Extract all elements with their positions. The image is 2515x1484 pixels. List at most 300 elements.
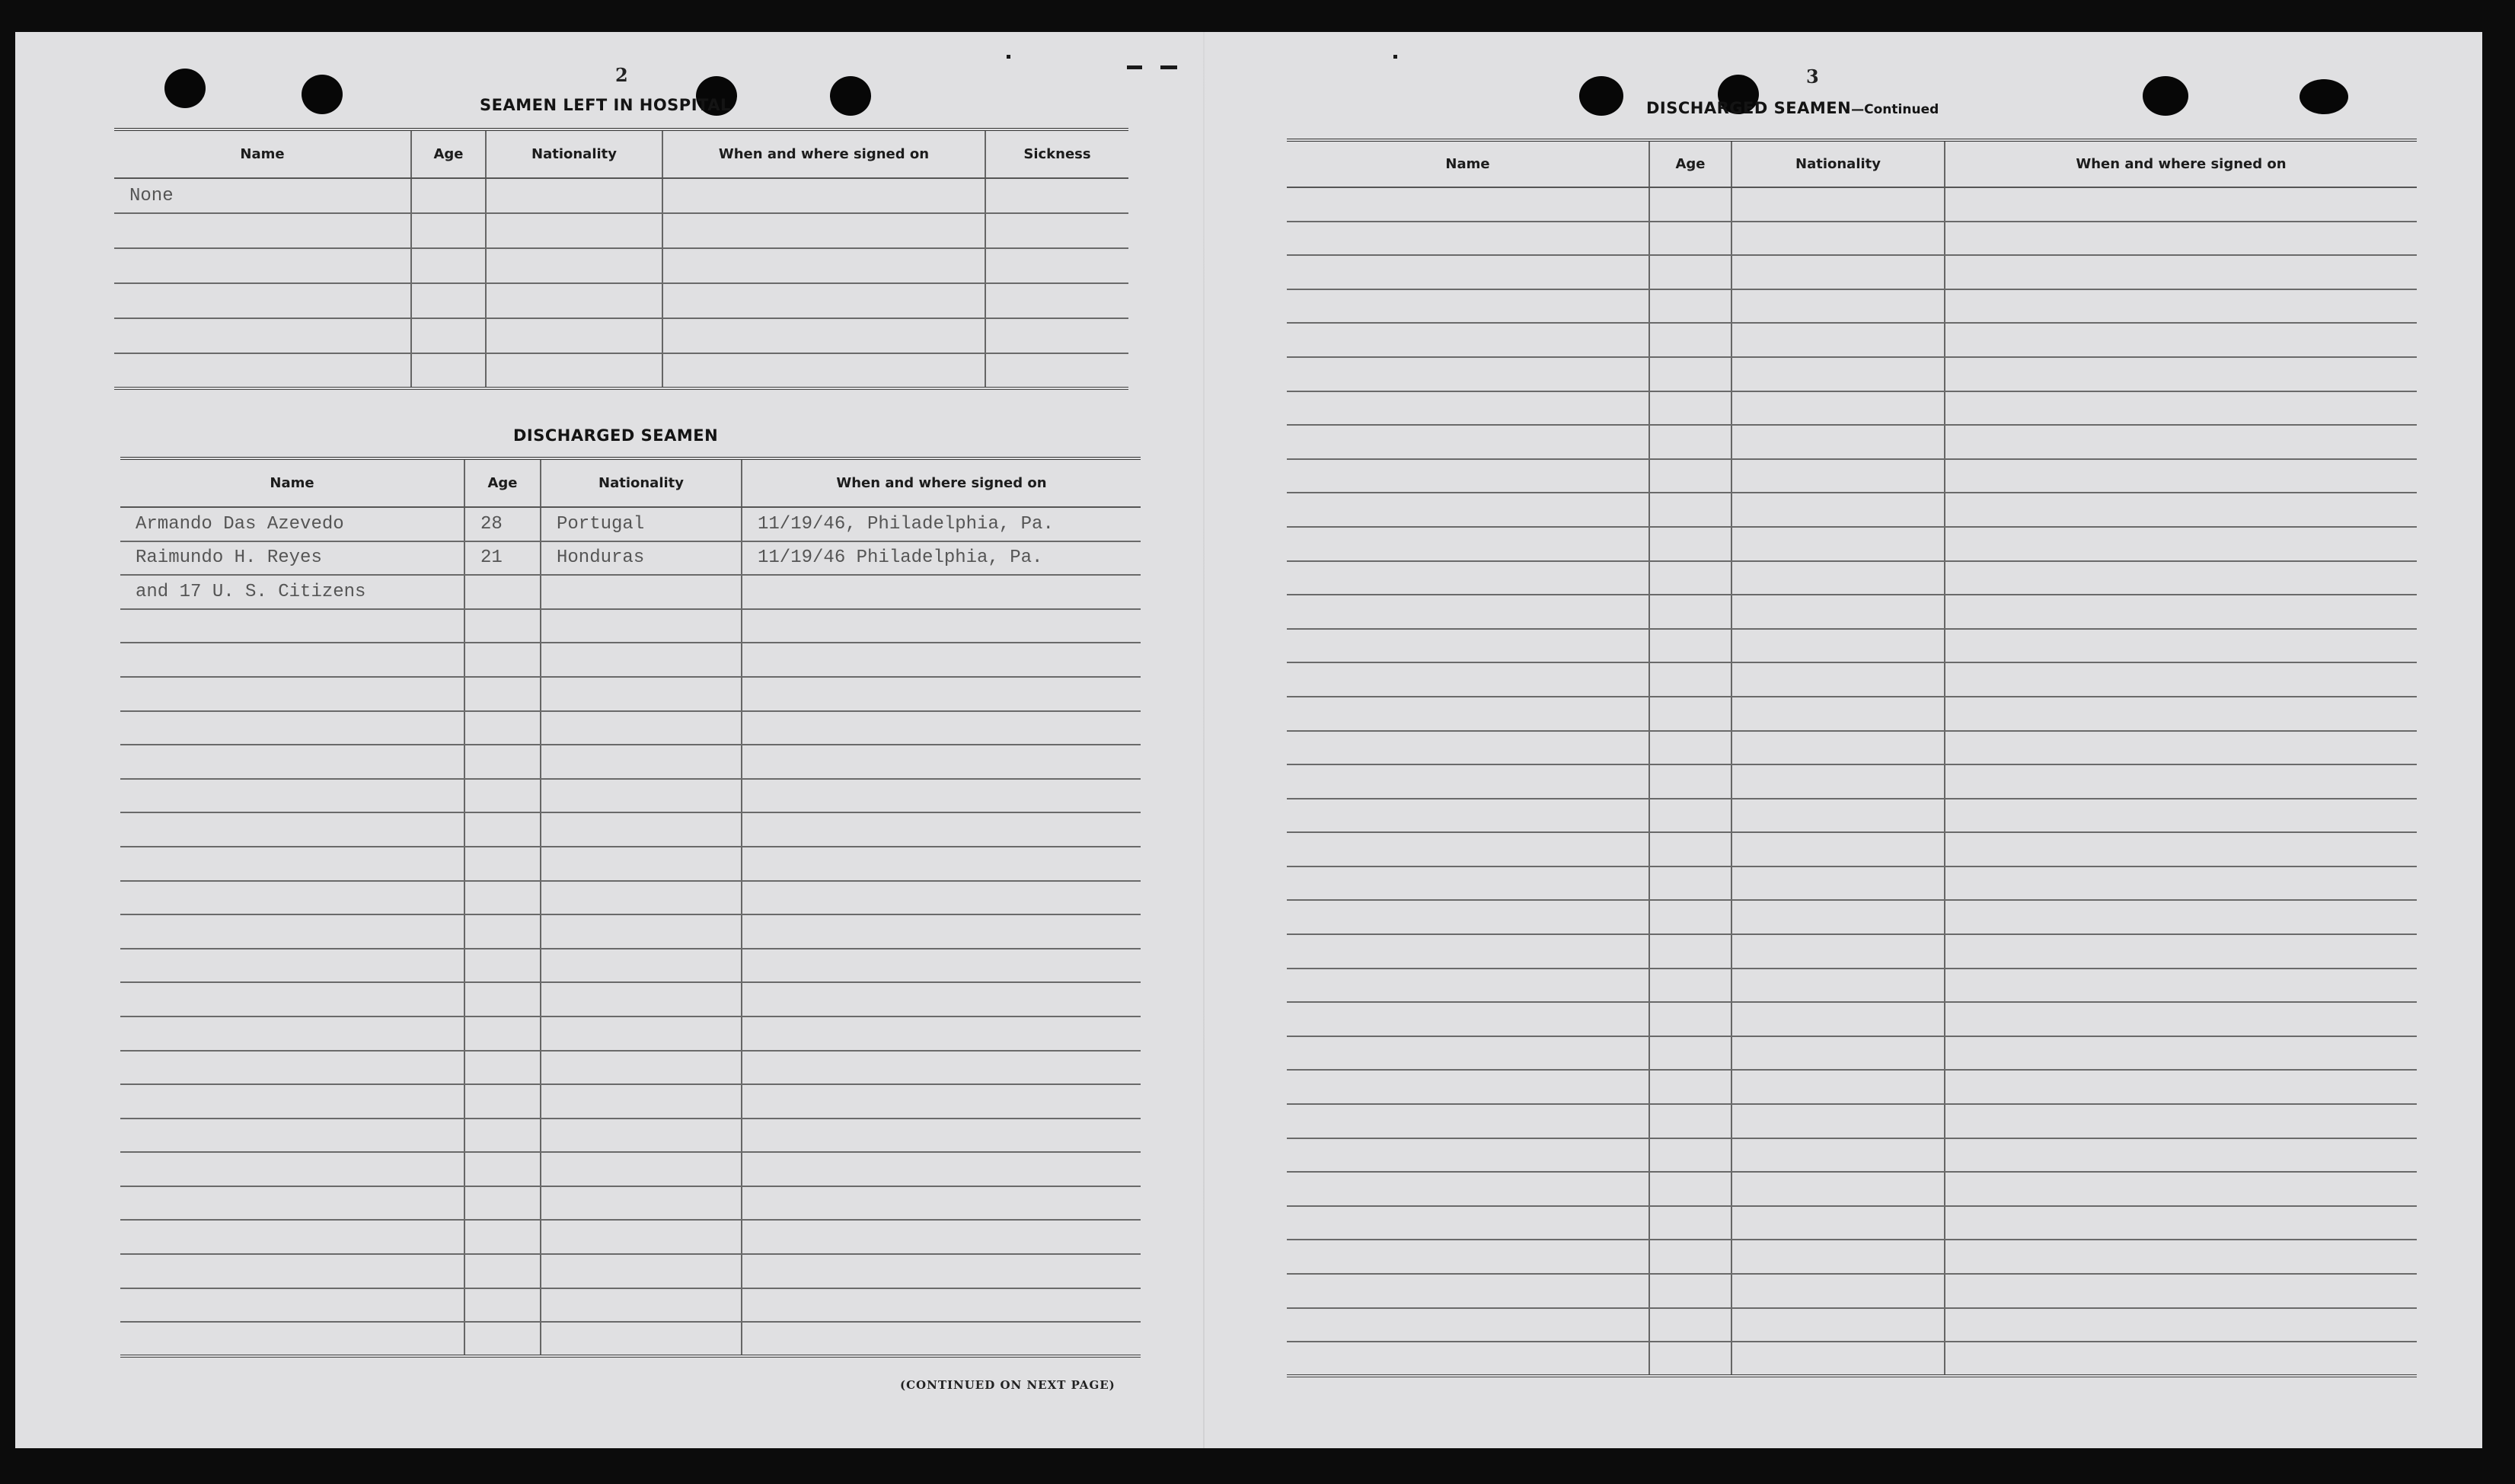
table-cell bbox=[1731, 323, 1945, 357]
page-number-right: 3 bbox=[1806, 65, 1819, 88]
table-cell bbox=[1649, 1342, 1731, 1376]
table-cell bbox=[1287, 1036, 1649, 1071]
table-cell bbox=[464, 609, 541, 643]
document-sheet bbox=[15, 32, 2482, 1448]
table-cell bbox=[1649, 934, 1731, 969]
table-cell bbox=[742, 1322, 1141, 1356]
table-cell bbox=[1731, 391, 1945, 426]
table-cell: Armando Das Azevedo bbox=[120, 507, 464, 541]
table-cell bbox=[1287, 764, 1649, 799]
table-cell bbox=[1649, 866, 1731, 901]
table-cell bbox=[742, 812, 1141, 847]
table-cell bbox=[742, 745, 1141, 779]
table-row bbox=[120, 609, 1141, 643]
print-mark bbox=[1007, 55, 1010, 59]
table-cell bbox=[120, 1051, 464, 1085]
table-cell bbox=[1731, 1138, 1945, 1173]
table-cell bbox=[742, 1254, 1141, 1288]
column-header-nationality: Nationality bbox=[541, 458, 742, 507]
table-cell bbox=[1731, 969, 1945, 1003]
table-row bbox=[1287, 969, 2417, 1003]
table-row bbox=[120, 1220, 1141, 1254]
table-cell bbox=[120, 1254, 464, 1288]
table-cell bbox=[1731, 289, 1945, 324]
table-cell bbox=[464, 1016, 541, 1051]
table-cell bbox=[1731, 900, 1945, 934]
column-header-sickness: Sickness bbox=[985, 129, 1128, 178]
table-cell bbox=[1287, 1138, 1649, 1173]
table-cell bbox=[1287, 1206, 1649, 1240]
table-cell bbox=[541, 1254, 742, 1288]
table-cell bbox=[1945, 255, 2417, 289]
table-cell bbox=[1945, 731, 2417, 765]
table-cell bbox=[464, 847, 541, 881]
table-cell: None bbox=[114, 178, 411, 213]
table-cell bbox=[1649, 900, 1731, 934]
table-row bbox=[1287, 289, 2417, 324]
table-cell bbox=[120, 914, 464, 949]
column-header-age: Age bbox=[411, 129, 486, 178]
table-cell bbox=[1287, 900, 1649, 934]
table-cell bbox=[1287, 1342, 1649, 1376]
table-cell bbox=[120, 643, 464, 677]
table-cell bbox=[464, 643, 541, 677]
table-cell bbox=[1649, 764, 1731, 799]
table-cell bbox=[1731, 595, 1945, 629]
table-cell bbox=[1731, 934, 1945, 969]
table-cell bbox=[486, 248, 662, 283]
punch-hole bbox=[2300, 79, 2348, 114]
table-row bbox=[120, 812, 1141, 847]
table-row bbox=[114, 318, 1128, 353]
punch-hole bbox=[302, 75, 343, 114]
table-cell bbox=[541, 1051, 742, 1085]
table-cell bbox=[120, 1084, 464, 1119]
table-cell bbox=[1287, 391, 1649, 426]
table-cell bbox=[1287, 1172, 1649, 1206]
table-cell bbox=[1649, 629, 1731, 663]
table-cell bbox=[1287, 357, 1649, 391]
column-header-age: Age bbox=[464, 458, 541, 507]
table-cell bbox=[742, 677, 1141, 711]
table-cell bbox=[1649, 255, 1731, 289]
page-number-left: 2 bbox=[615, 64, 628, 86]
table-cell bbox=[1945, 425, 2417, 459]
print-mark bbox=[1127, 65, 1142, 69]
section-title-suffix: —Continued bbox=[1851, 102, 1939, 117]
table-cell bbox=[1649, 289, 1731, 324]
table-cell bbox=[541, 1322, 742, 1356]
table-row bbox=[1287, 425, 2417, 459]
table-cell bbox=[1945, 764, 2417, 799]
table-cell bbox=[464, 914, 541, 949]
table-cell bbox=[411, 283, 486, 318]
table-cell bbox=[541, 1084, 742, 1119]
table-cell bbox=[1287, 934, 1649, 969]
table-cell bbox=[1287, 629, 1649, 663]
table-cell bbox=[120, 949, 464, 983]
table-cell bbox=[120, 1322, 464, 1356]
table-cell bbox=[1287, 561, 1649, 595]
table-cell bbox=[1731, 1342, 1945, 1376]
table-cell bbox=[120, 609, 464, 643]
table-cell bbox=[1649, 323, 1731, 357]
table-row bbox=[1287, 222, 2417, 256]
table-cell bbox=[1649, 832, 1731, 866]
table-cell bbox=[464, 1254, 541, 1288]
table-row bbox=[120, 982, 1141, 1016]
table-cell bbox=[1731, 1036, 1945, 1071]
table-cell bbox=[1945, 357, 2417, 391]
table-cell bbox=[1649, 222, 1731, 256]
punch-hole bbox=[830, 76, 871, 116]
table-cell bbox=[1731, 1308, 1945, 1342]
table-cell bbox=[1731, 866, 1945, 901]
table-cell bbox=[742, 982, 1141, 1016]
table-row bbox=[1287, 1240, 2417, 1274]
table-cell bbox=[1287, 289, 1649, 324]
table-cell bbox=[1945, 1342, 2417, 1376]
table-cell bbox=[1649, 425, 1731, 459]
discharged-table bbox=[120, 457, 1141, 1358]
table-cell bbox=[1287, 255, 1649, 289]
table-cell bbox=[1945, 1172, 2417, 1206]
table-cell bbox=[1649, 1206, 1731, 1240]
table-row bbox=[120, 643, 1141, 677]
table-row bbox=[1287, 187, 2417, 222]
table-row bbox=[1287, 697, 2417, 731]
table-cell bbox=[1731, 1240, 1945, 1274]
table-cell bbox=[114, 353, 411, 388]
table-cell bbox=[1649, 1104, 1731, 1138]
table-cell bbox=[1649, 662, 1731, 697]
column-header-signed-on: When and where signed on bbox=[662, 129, 985, 178]
table-cell bbox=[411, 178, 486, 213]
table-cell bbox=[464, 1152, 541, 1186]
table-cell bbox=[1649, 1308, 1731, 1342]
table-cell bbox=[464, 812, 541, 847]
table-row bbox=[1287, 1036, 2417, 1071]
table-cell bbox=[541, 1119, 742, 1153]
table-cell bbox=[1945, 459, 2417, 493]
table-cell bbox=[985, 353, 1128, 388]
table-cell bbox=[120, 847, 464, 881]
table-cell: 11/19/46, Philadelphia, Pa. bbox=[742, 507, 1141, 541]
table-row bbox=[1287, 1342, 2417, 1376]
table-cell bbox=[1731, 561, 1945, 595]
table-cell bbox=[411, 213, 486, 248]
column-header-nationality: Nationality bbox=[1731, 140, 1945, 187]
table-cell bbox=[1287, 866, 1649, 901]
punch-hole bbox=[1579, 76, 1623, 116]
table-row bbox=[1287, 357, 2417, 391]
table-cell bbox=[1649, 1036, 1731, 1071]
table-cell bbox=[662, 248, 985, 283]
table-cell bbox=[411, 353, 486, 388]
table-cell bbox=[1287, 222, 1649, 256]
table-row bbox=[1287, 493, 2417, 527]
table-row bbox=[1287, 391, 2417, 426]
table-cell bbox=[1731, 357, 1945, 391]
table-row bbox=[114, 283, 1128, 318]
table-row bbox=[120, 779, 1141, 813]
table-row bbox=[114, 178, 1128, 213]
table-cell bbox=[464, 982, 541, 1016]
table-cell bbox=[1945, 289, 2417, 324]
table-cell bbox=[1649, 731, 1731, 765]
table-cell bbox=[1945, 1036, 2417, 1071]
table-cell bbox=[985, 248, 1128, 283]
table-cell bbox=[486, 178, 662, 213]
table-row bbox=[114, 353, 1128, 388]
table-row bbox=[1287, 255, 2417, 289]
table-cell bbox=[1945, 900, 2417, 934]
table-row bbox=[1287, 764, 2417, 799]
table-cell bbox=[1945, 561, 2417, 595]
table-cell bbox=[464, 1186, 541, 1221]
table-row bbox=[1287, 1070, 2417, 1104]
table-cell bbox=[1731, 187, 1945, 222]
table-cell bbox=[662, 178, 985, 213]
table-cell bbox=[1945, 1104, 2417, 1138]
table-cell bbox=[464, 711, 541, 745]
table-cell bbox=[1649, 459, 1731, 493]
table-cell bbox=[541, 1186, 742, 1221]
table-cell bbox=[120, 1288, 464, 1323]
table-cell bbox=[1731, 493, 1945, 527]
table-row bbox=[120, 677, 1141, 711]
table-cell bbox=[662, 353, 985, 388]
table-cell bbox=[985, 178, 1128, 213]
table-row bbox=[1287, 832, 2417, 866]
table-cell bbox=[1945, 1274, 2417, 1308]
table-cell bbox=[541, 779, 742, 813]
table-cell bbox=[1287, 969, 1649, 1003]
table-cell bbox=[1731, 629, 1945, 663]
table-row bbox=[120, 847, 1141, 881]
table-cell bbox=[1945, 1240, 2417, 1274]
table-cell bbox=[1731, 1206, 1945, 1240]
table-row bbox=[120, 1152, 1141, 1186]
table-cell bbox=[120, 745, 464, 779]
table-cell bbox=[742, 881, 1141, 915]
table-row bbox=[120, 575, 1141, 609]
table-row bbox=[1287, 1138, 2417, 1173]
hospital-table bbox=[114, 128, 1128, 390]
table-row bbox=[1287, 595, 2417, 629]
table-cell bbox=[1731, 1274, 1945, 1308]
print-mark bbox=[1393, 55, 1397, 59]
table-cell bbox=[1731, 1002, 1945, 1036]
table-row bbox=[1287, 1002, 2417, 1036]
table-cell bbox=[1287, 731, 1649, 765]
table-cell bbox=[120, 1220, 464, 1254]
table-cell bbox=[464, 881, 541, 915]
table-cell bbox=[1649, 1240, 1731, 1274]
table-cell bbox=[1945, 1138, 2417, 1173]
table-cell bbox=[1649, 527, 1731, 561]
column-header-name: Name bbox=[114, 129, 411, 178]
table-cell bbox=[1731, 832, 1945, 866]
table-cell bbox=[120, 982, 464, 1016]
table-cell bbox=[486, 283, 662, 318]
table-cell bbox=[1287, 595, 1649, 629]
table-cell bbox=[1287, 323, 1649, 357]
table-row bbox=[120, 1288, 1141, 1323]
table-cell bbox=[1649, 1002, 1731, 1036]
table-cell bbox=[985, 283, 1128, 318]
page-fold bbox=[1203, 32, 1205, 1448]
table-cell bbox=[1945, 527, 2417, 561]
table-cell bbox=[464, 745, 541, 779]
table-row bbox=[114, 213, 1128, 248]
table-cell bbox=[742, 779, 1141, 813]
table-cell bbox=[114, 248, 411, 283]
table-cell bbox=[541, 711, 742, 745]
table-row bbox=[120, 1322, 1141, 1356]
table-cell bbox=[1287, 1070, 1649, 1104]
table-cell bbox=[541, 1152, 742, 1186]
continued-section-title bbox=[1646, 99, 1939, 117]
table-cell bbox=[541, 575, 742, 609]
column-header-nationality: Nationality bbox=[486, 129, 662, 178]
table-cell bbox=[1731, 255, 1945, 289]
table-cell bbox=[464, 1220, 541, 1254]
table-row bbox=[1287, 1308, 2417, 1342]
table-cell: Portugal bbox=[541, 507, 742, 541]
table-cell bbox=[1287, 662, 1649, 697]
table-cell bbox=[120, 677, 464, 711]
table-cell bbox=[1945, 1206, 2417, 1240]
table-cell bbox=[1649, 595, 1731, 629]
table-cell bbox=[541, 643, 742, 677]
table-cell bbox=[1945, 222, 2417, 256]
table-row bbox=[1287, 731, 2417, 765]
table-cell bbox=[120, 1186, 464, 1221]
table-cell bbox=[1945, 493, 2417, 527]
table-row bbox=[1287, 629, 2417, 663]
table-cell bbox=[1945, 323, 2417, 357]
table-cell bbox=[486, 353, 662, 388]
column-header-signed-on: When and where signed on bbox=[742, 458, 1141, 507]
table-cell bbox=[662, 318, 985, 353]
table-cell bbox=[742, 609, 1141, 643]
table-cell bbox=[1945, 934, 2417, 969]
table-cell bbox=[1731, 697, 1945, 731]
table-row bbox=[120, 711, 1141, 745]
table-cell bbox=[1731, 425, 1945, 459]
table-row bbox=[1287, 799, 2417, 833]
table-cell bbox=[486, 213, 662, 248]
table-cell bbox=[1945, 799, 2417, 833]
table-cell bbox=[1731, 662, 1945, 697]
table-row bbox=[120, 1016, 1141, 1051]
table-cell bbox=[1287, 459, 1649, 493]
table-cell bbox=[1287, 527, 1649, 561]
table-cell bbox=[1649, 799, 1731, 833]
table-cell bbox=[1731, 731, 1945, 765]
table-row bbox=[1287, 934, 2417, 969]
table-row bbox=[1287, 1172, 2417, 1206]
table-row bbox=[120, 881, 1141, 915]
table-row bbox=[1287, 866, 2417, 901]
table-cell bbox=[120, 1119, 464, 1153]
table-cell bbox=[541, 914, 742, 949]
table-cell bbox=[120, 779, 464, 813]
table-row bbox=[120, 541, 1141, 576]
table-row bbox=[114, 248, 1128, 283]
table-cell bbox=[1649, 493, 1731, 527]
table-cell bbox=[742, 1186, 1141, 1221]
table-cell bbox=[541, 677, 742, 711]
table-cell bbox=[1649, 187, 1731, 222]
table-cell bbox=[464, 949, 541, 983]
table-cell bbox=[541, 847, 742, 881]
table-cell bbox=[1287, 1104, 1649, 1138]
table-cell bbox=[1287, 425, 1649, 459]
table-cell bbox=[1945, 969, 2417, 1003]
table-cell bbox=[464, 1051, 541, 1085]
table-cell bbox=[120, 1152, 464, 1186]
hospital-section-title: SEAMEN LEFT IN HOSPITAL bbox=[480, 96, 731, 114]
table-cell bbox=[1731, 459, 1945, 493]
table-cell bbox=[114, 213, 411, 248]
table-cell bbox=[1945, 1308, 2417, 1342]
table-cell bbox=[742, 1084, 1141, 1119]
table-cell bbox=[541, 881, 742, 915]
table-cell bbox=[1649, 1274, 1731, 1308]
table-cell bbox=[541, 1288, 742, 1323]
table-cell bbox=[662, 213, 985, 248]
table-cell: 28 bbox=[464, 507, 541, 541]
table-row bbox=[1287, 900, 2417, 934]
table-cell bbox=[411, 318, 486, 353]
punch-hole bbox=[164, 69, 206, 108]
table-cell bbox=[1945, 662, 2417, 697]
table-cell bbox=[985, 213, 1128, 248]
table-cell bbox=[411, 248, 486, 283]
table-cell bbox=[1731, 1070, 1945, 1104]
table-cell bbox=[1287, 799, 1649, 833]
print-mark bbox=[1160, 65, 1177, 69]
table-cell bbox=[541, 1220, 742, 1254]
table-row bbox=[120, 1051, 1141, 1085]
table-cell bbox=[464, 1288, 541, 1323]
table-row bbox=[120, 507, 1141, 541]
table-cell bbox=[1731, 222, 1945, 256]
column-header-name: Name bbox=[1287, 140, 1649, 187]
table-cell bbox=[1649, 561, 1731, 595]
table-cell bbox=[1287, 832, 1649, 866]
table-cell bbox=[1731, 1104, 1945, 1138]
section-title-text: DISCHARGED SEAMEN bbox=[1646, 99, 1852, 117]
table-cell bbox=[1287, 697, 1649, 731]
table-cell bbox=[1287, 187, 1649, 222]
table-cell bbox=[1649, 1070, 1731, 1104]
table-cell bbox=[742, 1119, 1141, 1153]
table-cell bbox=[1731, 764, 1945, 799]
table-cell bbox=[1731, 799, 1945, 833]
table-cell: Raimundo H. Reyes bbox=[120, 541, 464, 576]
table-row bbox=[1287, 662, 2417, 697]
table-cell bbox=[742, 1288, 1141, 1323]
table-cell bbox=[1649, 357, 1731, 391]
table-cell bbox=[1287, 1240, 1649, 1274]
table-cell bbox=[1945, 391, 2417, 426]
table-cell bbox=[464, 677, 541, 711]
table-row bbox=[1287, 459, 2417, 493]
table-cell bbox=[541, 812, 742, 847]
